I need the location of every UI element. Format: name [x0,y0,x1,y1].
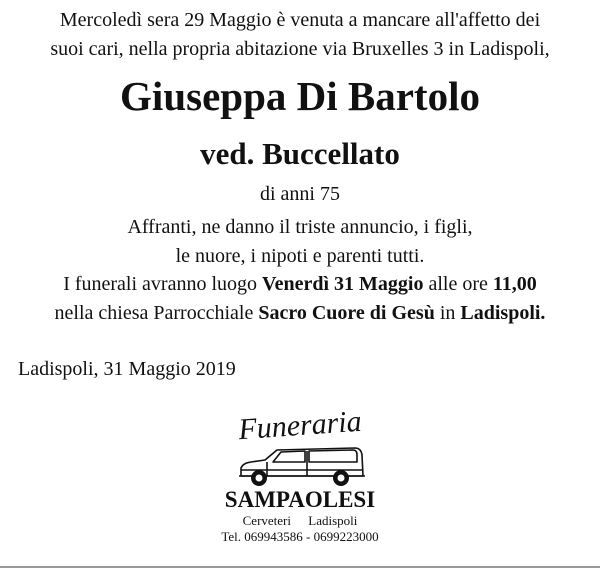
place-date: Ladispoli, 31 Maggio 2019 [18,358,236,380]
church-intro-text: nella chiesa Parrocchiale [54,302,259,324]
funeral-intro-text: I funerali avranno luogo [63,273,263,295]
funeral-time-text: alle ore [423,273,493,295]
funeral-home-cities [205,513,395,529]
funeral-line-2 [0,299,600,327]
funeral-day: Venerdì 31 Maggio [262,273,424,295]
funeral-home-logo [205,405,395,555]
widow-of: ved. Buccellato [200,136,400,171]
bottom-divider [0,566,600,568]
age: di anni 75 [260,183,340,205]
funeral-line-1 [0,270,600,298]
funeral-home-phone: Tel. 069943586 - 0699223000 [221,529,379,544]
mourners-line-2: le nuore, i nipoti e parenti tutti. [175,245,425,267]
intro-line-2: suoi cari, nella propria abitazione via Bruxelles 3 in Ladispoli, [50,38,550,60]
city-ladispoli: Ladispoli [308,513,358,528]
hearse-icon [237,443,367,489]
city-cerveteri: Cerveteri [242,513,291,528]
funeral-home-brand: SAMPAOLESI [224,487,376,512]
town-name: Ladispoli. [460,302,546,324]
funeral-home-title: Funeraria [237,404,363,447]
funeral-time: 11,00 [492,273,537,295]
mourners-line-1: Affranti, ne danno il triste annuncio, i figli, [127,216,473,238]
church-name: Sacro Cuore di Gesù [258,302,435,324]
intro-line-1: Mercoledì sera 29 Maggio è venuta a mancare all'affetto dei [59,9,541,31]
deceased-name: Giuseppa Di Bartolo [120,73,480,119]
town-intro-text: in [434,302,461,324]
